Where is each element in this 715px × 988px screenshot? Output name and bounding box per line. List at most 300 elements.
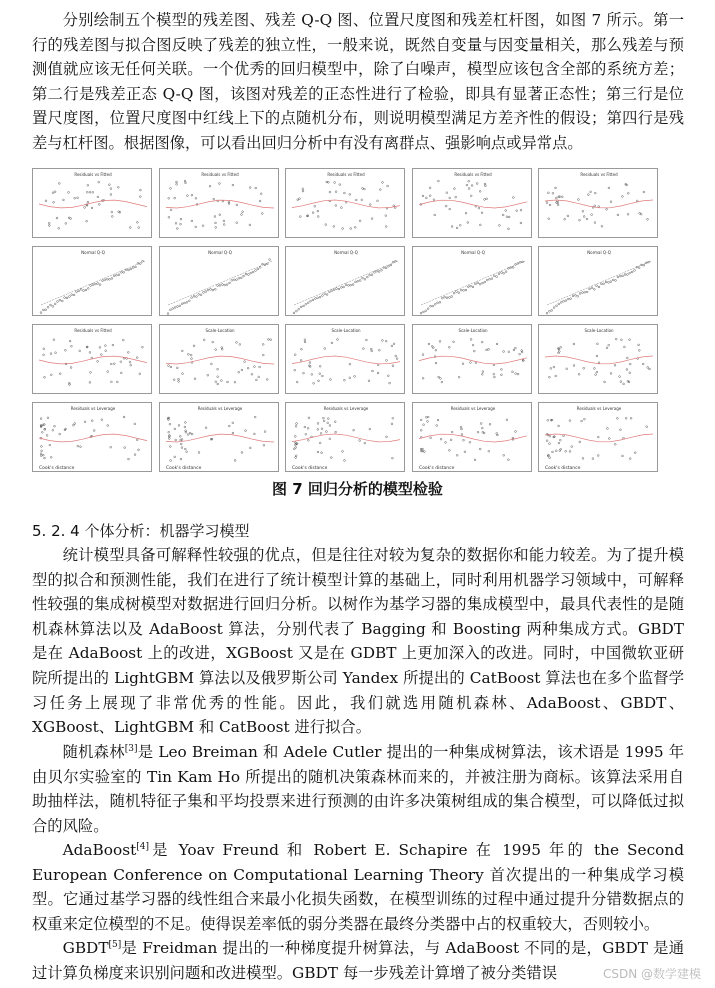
residual-point	[249, 187, 251, 189]
residual-point	[623, 383, 625, 385]
residual-point	[321, 452, 323, 454]
panel-title: Residuals vs Fitted	[74, 172, 112, 177]
rf-text: 是 Leo Breiman 和 Adele Cutler 提出的一种集成树算法，该术语是 1995 年由贝尔实验室的 Tin Kam Ho 所提出的随机决策森林而来的，并被注册为商标。该算法采用自助抽样法，随机特征子集和平均投票来进行预测的由许多决策树组成的集合模型，可以降低过拟合的风险。	[32, 743, 684, 835]
residual-point	[307, 427, 309, 429]
panel-plot	[33, 169, 152, 238]
residual-point	[439, 301, 441, 303]
residual-point	[583, 216, 585, 218]
residual-point	[475, 362, 477, 364]
residual-point	[546, 440, 548, 442]
residual-point	[392, 365, 394, 367]
residual-point	[481, 427, 483, 429]
residual-point	[231, 422, 233, 424]
residual-point	[565, 300, 567, 302]
regression-diagnostics-figure	[32, 168, 658, 474]
residual-point	[369, 204, 371, 206]
residual-point	[521, 261, 523, 263]
residual-point	[460, 289, 462, 291]
residual-point	[41, 431, 43, 433]
residual-point	[606, 347, 608, 349]
residual-point	[303, 305, 305, 307]
residual-point	[43, 348, 45, 350]
ml-paragraph: 统计模型具备可解释性较强的优点，但是往往对较为复杂的数据你和能力较差。为了提升模型的拟合和预测性能，我们在进行了统计模型计算的基础上，同时利用机器学习领域中，可解释性较强的集成树模型对数据进行回归分析。以树作为基学习器的集成模型中，最具代表性的是随机森林算法以及 AdaBoost 算法，分别代表了 Bagging 和 Boosting 两种集成方式。GBDT 是在 AdaBoost 上的改进，XGBoost 又是在 GDBT 上更加深入的改进。同时，中国微软亚研院所提出的 LightGBM 算法以及俄罗斯公司 Yandex 所提出的 CatBoost 算法也在多个监督学习任务上展现了非常优秀的性能。因此，我们就选用随机森林、AdaBoost、GBDT、XGBoost、LightGBM 和 CatBoost 进行拟合。	[32, 546, 684, 737]
gbdt-ref: [5]	[108, 939, 122, 950]
residual-point	[185, 451, 187, 453]
residual-point	[387, 185, 389, 187]
residual-point	[40, 453, 42, 455]
panel-title: Scale-Location	[204, 328, 235, 333]
residual-point	[429, 305, 431, 307]
residual-point	[234, 381, 236, 383]
residual-point	[204, 291, 206, 293]
residual-point	[643, 191, 645, 193]
diagnostic-panel	[412, 246, 532, 316]
residual-point	[135, 266, 137, 268]
residual-point	[646, 426, 648, 428]
residual-point	[259, 266, 261, 268]
panel-title: Normal Q-Q	[460, 250, 485, 255]
residual-point	[106, 278, 108, 280]
residual-point	[319, 373, 321, 375]
residual-point	[506, 216, 508, 218]
residual-point	[392, 417, 394, 419]
residual-point	[329, 191, 331, 193]
residual-point	[312, 212, 314, 214]
panel-plot	[539, 247, 658, 316]
diagnostic-panel	[285, 246, 405, 316]
residual-point	[181, 350, 183, 352]
residual-point	[563, 300, 565, 302]
residual-point	[116, 381, 118, 383]
residual-point	[638, 267, 640, 269]
residual-point	[500, 369, 502, 371]
residual-point	[597, 455, 599, 457]
residual-point	[556, 202, 558, 204]
panel-plot	[286, 169, 405, 238]
residual-point	[342, 228, 344, 230]
residual-point	[391, 345, 393, 347]
residual-point	[333, 226, 335, 228]
residual-point	[610, 373, 612, 375]
residual-point	[59, 373, 61, 375]
residual-point	[448, 208, 450, 210]
residual-point	[110, 363, 112, 365]
residual-point	[177, 381, 179, 383]
residual-point	[223, 224, 225, 226]
residual-point	[608, 438, 610, 440]
residual-point	[465, 289, 467, 291]
residual-point	[240, 214, 242, 216]
residual-point	[553, 307, 555, 309]
residual-point	[322, 295, 324, 297]
residual-point	[97, 283, 99, 285]
residual-point	[41, 450, 43, 452]
residual-point	[453, 188, 455, 190]
residual-point	[211, 341, 213, 343]
residual-point	[350, 228, 352, 230]
residual-point	[299, 216, 301, 218]
residual-point	[266, 379, 268, 381]
residual-point	[460, 426, 462, 428]
residual-point	[485, 198, 487, 200]
residual-point	[234, 460, 236, 462]
residual-point	[43, 354, 45, 356]
residual-point	[294, 369, 296, 371]
residual-point	[425, 197, 427, 199]
residual-point	[173, 197, 175, 199]
residual-point	[484, 183, 486, 185]
residual-point	[194, 226, 196, 228]
residual-point	[76, 291, 78, 293]
residual-point	[558, 352, 560, 354]
residual-point	[175, 222, 177, 224]
residual-point	[435, 362, 437, 364]
residual-point	[173, 456, 175, 458]
residual-point	[187, 353, 189, 355]
residual-point	[579, 441, 581, 443]
residual-point	[120, 372, 122, 374]
residual-point	[470, 195, 472, 197]
residual-point	[469, 285, 471, 287]
residual-point	[219, 285, 221, 287]
residual-point	[232, 184, 234, 186]
residual-point	[50, 374, 52, 376]
residual-point	[378, 349, 380, 351]
residual-point	[507, 228, 509, 230]
residual-point	[371, 350, 373, 352]
residual-point	[487, 450, 489, 452]
residual-point	[73, 424, 75, 426]
residual-point	[68, 192, 70, 194]
residual-point	[561, 196, 563, 198]
residual-point	[190, 354, 192, 356]
residual-point	[619, 376, 621, 378]
residual-point	[184, 422, 186, 424]
residual-point	[581, 420, 583, 422]
residual-point	[71, 345, 73, 347]
residual-point	[168, 216, 170, 218]
residual-point	[59, 433, 61, 435]
residual-point	[228, 282, 230, 284]
residual-point	[123, 271, 125, 273]
residual-point	[70, 367, 72, 369]
residual-point	[493, 376, 495, 378]
cooks-distance-label: Cook's distance	[39, 466, 75, 471]
residual-point	[189, 432, 191, 434]
intro-paragraph: 分别绘制五个模型的残差图、残差 Q-Q 图、位置尺度图和残差杠杆图，如图 7 所示。第一行的残差图与拟合图反映了残差的独立性，一般来说，既然自变量与因变量相关，那么残差与预测值就应该无任何关联。一个优秀的回归模型中，除了白噪声，模型应该包含全部的系统方差；第二行是残差正态 Q-Q 图，该图对残差的正态性进行了检验，即具有显著正态性；第三行是位置尺度图，位置尺度图中红线上下的点随机分布，则说明模型满足方差齐性的假设；第四行是残差与杠杆图。根据图像，可以看出回归分析中有没有离群点、强影响点或异常点。	[32, 11, 684, 152]
residual-point	[480, 423, 482, 425]
residual-point	[547, 419, 549, 421]
residual-point	[466, 184, 468, 186]
residual-point	[254, 187, 256, 189]
residual-point	[136, 439, 138, 441]
residual-point	[93, 430, 95, 432]
panel-plot	[33, 403, 152, 472]
residual-point	[437, 376, 439, 378]
residual-point	[500, 272, 502, 274]
residual-point	[191, 433, 193, 435]
residual-point	[330, 379, 332, 381]
residual-point	[420, 312, 422, 314]
residual-point	[205, 427, 207, 429]
residual-point	[620, 429, 622, 431]
residual-point	[223, 220, 225, 222]
residual-point	[364, 278, 366, 280]
residual-point	[596, 285, 598, 287]
residual-point	[361, 199, 363, 201]
residual-point	[89, 191, 91, 193]
residual-point	[578, 373, 580, 375]
residual-point	[139, 263, 141, 265]
residual-point	[520, 209, 522, 211]
residual-point	[184, 448, 186, 450]
diagnostic-panel	[159, 402, 279, 472]
residual-point	[462, 363, 464, 365]
residual-point	[127, 352, 129, 354]
residual-point	[472, 286, 474, 288]
residual-point	[363, 348, 365, 350]
residual-point	[170, 209, 172, 211]
panel-title: Residuals vs Fitted	[327, 172, 365, 177]
residual-point	[566, 368, 568, 370]
residual-point	[603, 283, 605, 285]
panel-title: Normal Q-Q	[334, 250, 358, 255]
residual-point	[298, 308, 300, 310]
residual-point	[260, 193, 262, 195]
residual-point	[626, 357, 628, 359]
diagnostic-panel	[32, 324, 152, 394]
residual-point	[186, 195, 188, 197]
residual-point	[40, 312, 42, 314]
residual-point	[327, 418, 329, 420]
residual-point	[302, 190, 304, 192]
residual-point	[296, 423, 298, 425]
residual-point	[379, 189, 381, 191]
residual-point	[378, 271, 380, 273]
residual-point	[548, 218, 550, 220]
residual-point	[249, 224, 251, 226]
residual-point	[46, 435, 48, 437]
residual-point	[578, 199, 580, 201]
residual-point	[214, 227, 216, 229]
residual-point	[78, 290, 80, 292]
residual-point	[194, 378, 196, 380]
residual-point	[65, 349, 67, 351]
residual-point	[615, 280, 617, 282]
residual-point	[591, 287, 593, 289]
residual-point	[53, 339, 55, 341]
cooks-distance-label: Cook's distance	[418, 466, 454, 471]
residual-point	[487, 348, 489, 350]
residual-point	[624, 346, 626, 348]
residual-point	[218, 214, 220, 216]
residual-point	[221, 284, 223, 286]
residual-point	[238, 277, 240, 279]
residual-point	[382, 182, 384, 184]
residual-point	[435, 425, 437, 427]
gbdt-text: 是 Freidman 提出的一种梯度提升树算法，与 AdaBoost 不同的是，GBDT 是通过计算负梯度来识别问题和改进模型。GBDT 每一步残差计算增了被分类错误	[32, 939, 684, 982]
residual-point	[84, 421, 86, 423]
residual-point	[251, 373, 253, 375]
residual-point	[471, 185, 473, 187]
residual-point	[492, 373, 494, 375]
qq-reference-line	[168, 261, 272, 305]
residual-point	[69, 340, 71, 342]
residual-point	[349, 194, 351, 196]
residual-point	[326, 431, 328, 433]
smoother-line	[292, 200, 400, 208]
residual-point	[588, 194, 590, 196]
residual-point	[262, 344, 264, 346]
residual-point	[647, 367, 649, 369]
qq-reference-line	[421, 261, 525, 305]
residual-point	[299, 198, 301, 200]
residual-point	[178, 305, 180, 307]
residual-point	[170, 366, 172, 368]
residual-point	[110, 194, 112, 196]
residual-point	[514, 373, 516, 375]
residual-point	[622, 275, 624, 277]
residual-point	[451, 431, 453, 433]
residual-point	[266, 263, 268, 265]
residual-point	[317, 423, 319, 425]
panel-title: Scale-Location	[457, 328, 488, 333]
residual-point	[247, 367, 249, 369]
residual-point	[619, 275, 621, 277]
residual-point	[391, 423, 393, 425]
residual-point	[314, 298, 316, 300]
diagnostic-panel	[159, 168, 279, 238]
residual-point	[295, 425, 297, 427]
residual-point	[268, 259, 270, 261]
panel-plot	[539, 325, 658, 394]
residual-point	[89, 352, 91, 354]
residual-point	[171, 308, 173, 310]
residual-point	[305, 303, 307, 305]
residual-point	[80, 446, 82, 448]
residual-point	[349, 363, 351, 365]
residual-point	[362, 188, 364, 190]
residual-point	[216, 285, 218, 287]
residual-point	[444, 442, 446, 444]
residual-point	[267, 339, 269, 341]
residual-point	[555, 197, 557, 199]
residual-point	[92, 284, 94, 286]
residual-point	[577, 295, 579, 297]
cooks-distance-label: Cook's distance	[545, 466, 581, 471]
residual-point	[629, 363, 631, 365]
residual-point	[472, 344, 474, 346]
residual-point	[113, 363, 115, 365]
residual-point	[382, 340, 384, 342]
residual-point	[134, 423, 136, 425]
residual-point	[128, 458, 130, 460]
residual-point	[99, 284, 101, 286]
residual-point	[594, 192, 596, 194]
residual-point	[336, 288, 338, 290]
residual-point	[481, 282, 483, 284]
residual-point	[44, 457, 46, 459]
residual-point	[423, 451, 425, 453]
residual-point	[629, 372, 631, 374]
residual-point	[218, 183, 220, 185]
residual-point	[175, 181, 177, 183]
residual-point	[40, 418, 42, 420]
residual-point	[594, 368, 596, 370]
residual-point	[52, 306, 54, 308]
residual-point	[181, 447, 183, 449]
residual-point	[495, 276, 497, 278]
residual-point	[448, 346, 450, 348]
residual-point	[550, 368, 552, 370]
residual-point	[549, 435, 551, 437]
residual-point	[520, 222, 522, 224]
residual-point	[552, 192, 554, 194]
residual-point	[73, 294, 75, 296]
residual-point	[643, 264, 645, 266]
residual-point	[429, 187, 431, 189]
residual-point	[372, 370, 374, 372]
residual-point	[354, 226, 356, 228]
residual-point	[565, 450, 567, 452]
residual-point	[42, 454, 44, 456]
residual-point	[331, 342, 333, 344]
residual-point	[111, 278, 113, 280]
residual-point	[105, 350, 107, 352]
residual-point	[307, 302, 309, 304]
residual-point	[190, 297, 192, 299]
residual-point	[191, 194, 193, 196]
residual-point	[478, 207, 480, 209]
residual-point	[582, 458, 584, 460]
residual-point	[45, 309, 47, 311]
diagnostic-panel	[538, 402, 658, 472]
residual-point	[300, 360, 302, 362]
residual-point	[64, 297, 66, 299]
residual-point	[427, 416, 429, 418]
residual-point	[435, 349, 437, 351]
residual-point	[300, 306, 302, 308]
residual-point	[386, 436, 388, 438]
residual-point	[627, 213, 629, 215]
residual-point	[582, 292, 584, 294]
residual-point	[563, 435, 565, 437]
residual-point	[606, 208, 608, 210]
residual-point	[90, 285, 92, 287]
residual-point	[344, 460, 346, 462]
residual-point	[69, 296, 71, 298]
residual-point	[120, 361, 122, 363]
panel-title: Residuals vs Leverage	[576, 406, 622, 411]
residual-point	[627, 192, 629, 194]
residual-point	[138, 449, 140, 451]
residual-point	[385, 340, 387, 342]
residual-point	[547, 455, 549, 457]
residual-point	[235, 222, 237, 224]
residual-point	[99, 347, 101, 349]
residual-point	[173, 379, 175, 381]
residual-point	[555, 450, 557, 452]
residual-point	[116, 274, 118, 276]
residual-point	[179, 435, 181, 437]
residual-point	[241, 369, 243, 371]
residual-point	[98, 181, 100, 183]
residual-point	[426, 421, 428, 423]
panel-plot	[160, 247, 279, 316]
residual-point	[212, 289, 214, 291]
residual-point	[326, 181, 328, 183]
residual-point	[61, 300, 63, 302]
